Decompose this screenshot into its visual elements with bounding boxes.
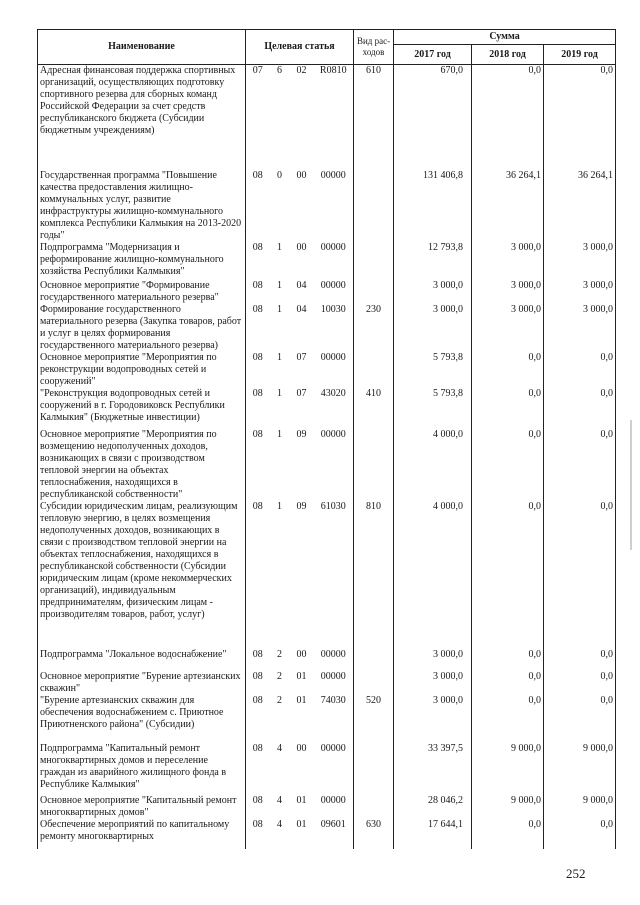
row-name: Основное мероприятие "Мероприятия по реконструкции водопроводных сетей и сооружений" — [38, 352, 246, 388]
row-sum-2019: 0,0 — [544, 671, 616, 695]
row-vid — [354, 170, 394, 242]
row-sum-2017: 5 793,8 — [394, 388, 472, 429]
row-name: Субсидии юридическим лицам, реализующим тепловую энергию, в целях возмещения недополученных доходов, возникающих в связи с производством тепловой энергии на объектах теплоснабжения, находящихся в республиканской собственности (Субсидии юридическим лицам (кроме некоммерческих организаций), индивидуальным предпринимателям, физическим лицам - производителям товаров, работ, услуг) — [38, 501, 246, 649]
row-sum-2017: 12 793,8 — [394, 242, 472, 280]
table-row — [38, 795, 616, 819]
row-code-4: 00000 — [320, 670, 346, 682]
row-code-1: 08 — [246, 388, 270, 429]
row-code-3: 01 — [296, 794, 307, 806]
row-code-4: 00000 — [320, 742, 346, 754]
row-code-1: 08 — [246, 501, 270, 649]
row-code-4: 43020 — [320, 387, 346, 399]
table-row — [38, 429, 616, 501]
row-sum-2019: 3 000,0 — [544, 280, 616, 304]
row-code-2: 2 — [277, 648, 282, 660]
row-vid — [354, 795, 394, 819]
header-2018: 2018 год — [472, 45, 544, 65]
row-code-4: 74030 — [320, 694, 346, 706]
row-sum-2017: 3 000,0 — [394, 304, 472, 352]
table-row — [38, 501, 616, 649]
row-code-1: 08 — [246, 695, 270, 743]
row-code-2: 1 — [277, 428, 282, 440]
row-sum-2018: 3 000,0 — [472, 280, 544, 304]
row-code-3: 09 — [296, 500, 307, 512]
row-code-2: 1 — [277, 351, 282, 363]
row-code-1: 08 — [246, 429, 270, 501]
row-vid: 520 — [354, 695, 394, 743]
row-sum-2017: 3 000,0 — [394, 280, 472, 304]
row-sum-2017: 670,0 — [394, 65, 472, 170]
row-vid — [354, 242, 394, 280]
table-row — [38, 352, 616, 388]
row-sum-2019: 0,0 — [544, 65, 616, 170]
row-name: Обеспечение мероприятий по капитальному ремонту многоквартирных — [38, 819, 246, 849]
row-sum-2018: 3 000,0 — [472, 242, 544, 280]
row-code-3: 07 — [296, 351, 307, 363]
row-code-4: 00000 — [320, 648, 346, 660]
row-code-4: 61030 — [320, 500, 346, 512]
row-code-4: 00000 — [320, 794, 346, 806]
row-vid — [354, 671, 394, 695]
header-name: Наименование — [38, 30, 246, 65]
row-sum-2017: 131 406,8 — [394, 170, 472, 242]
table-row — [38, 242, 616, 280]
row-code-2: 4 — [277, 818, 282, 830]
row-name: Адресная финансовая поддержка спортивных организаций, осуществляющих подготовку спортивного резерва для сборных команд Российской Федерации за счет средств республиканского бюджета (Субсидии бюджетным учреждениям) — [38, 65, 246, 170]
row-sum-2019: 9 000,0 — [544, 743, 616, 795]
scan-edge — [630, 420, 632, 550]
row-code-3: 09 — [296, 428, 307, 440]
row-code-2: 4 — [277, 742, 282, 754]
row-code-3: 00 — [296, 169, 307, 181]
header-sum: Сумма — [394, 30, 616, 45]
row-code-1: 08 — [246, 304, 270, 352]
row-code-3: 00 — [296, 241, 307, 253]
row-name: Основное мероприятие "Формирование государственного материального резерва" — [38, 280, 246, 304]
row-code-3: 07 — [296, 387, 307, 399]
row-sum-2017: 3 000,0 — [394, 649, 472, 671]
row-sum-2019: 0,0 — [544, 695, 616, 743]
row-sum-2019: 0,0 — [544, 429, 616, 501]
row-code-4: 10030 — [320, 303, 346, 315]
header-target: Целевая статья — [246, 30, 354, 65]
row-sum-2018: 9 000,0 — [472, 743, 544, 795]
row-code-3: 01 — [296, 694, 307, 706]
row-vid — [354, 743, 394, 795]
row-name: Основное мероприятие "Мероприятия по возмещению недополученных доходов, возникающих в связи с производством тепловой энергии на объектах теплоснабжения, находящихся в республиканской собственности" — [38, 429, 246, 501]
row-sum-2018: 0,0 — [472, 65, 544, 170]
table-body — [38, 65, 616, 849]
row-code-1: 08 — [246, 795, 270, 819]
row-code-4: 00000 — [320, 169, 346, 181]
row-sum-2018: 3 000,0 — [472, 304, 544, 352]
row-sum-2019: 36 264,1 — [544, 170, 616, 242]
row-code-2: 1 — [277, 303, 282, 315]
row-code-1: 08 — [246, 743, 270, 795]
row-sum-2019: 0,0 — [544, 388, 616, 429]
row-vid: 610 — [354, 65, 394, 170]
row-code-1: 08 — [246, 819, 270, 849]
row-code-3: 00 — [296, 648, 307, 660]
row-sum-2017: 4 000,0 — [394, 501, 472, 649]
row-sum-2018: 0,0 — [472, 649, 544, 671]
budget-table — [37, 29, 616, 849]
row-sum-2018: 0,0 — [472, 429, 544, 501]
row-code-1: 08 — [246, 649, 270, 671]
row-name: "Бурение артезианских скважин для обеспечения водоснабжением с. Приютное Приютненского района" (Субсидии) — [38, 695, 246, 743]
row-name: Подпрограмма "Капитальный ремонт многоквартирных домов и переселение граждан из аварийного жилищного фонда в Республике Калмыкия" — [38, 743, 246, 795]
row-code-2: 1 — [277, 279, 282, 291]
row-name: Государственная программа "Повышение качества предоставления жилищно-коммунальных услуг, развитие инфраструктуры жилищно-коммунального комплекса Республики Калмыкия на 2013-2020 годы" — [38, 170, 246, 242]
row-code-3: 04 — [296, 279, 307, 291]
row-sum-2017: 28 046,2 — [394, 795, 472, 819]
row-code-4: 09601 — [320, 818, 346, 830]
row-vid — [354, 649, 394, 671]
row-code-3: 01 — [296, 818, 307, 830]
row-vid: 230 — [354, 304, 394, 352]
row-sum-2018: 0,0 — [472, 671, 544, 695]
table-row — [38, 280, 616, 304]
header-2019: 2019 год — [544, 45, 616, 65]
row-code-3: 01 — [296, 670, 307, 682]
table-row — [38, 819, 616, 849]
table-row — [38, 304, 616, 352]
row-name: Подпрограмма "Локальное водоснабжение" — [38, 649, 246, 671]
row-sum-2018: 36 264,1 — [472, 170, 544, 242]
row-code-3: 00 — [296, 742, 307, 754]
row-sum-2017: 4 000,0 — [394, 429, 472, 501]
table-row — [38, 388, 616, 429]
table-row — [38, 65, 616, 170]
row-code-3: 04 — [296, 303, 307, 315]
row-code-2: 2 — [277, 694, 282, 706]
row-code-2: 6 — [277, 65, 282, 76]
header-vid: Вид рас-ходов — [354, 30, 394, 65]
row-name: Основное мероприятие "Капитальный ремонт многоквартирных домов" — [38, 795, 246, 819]
row-code-2: 1 — [277, 500, 282, 512]
row-name: Подпрограмма "Модернизация и реформирование жилищно-коммунального хозяйства Республики Калмыкия" — [38, 242, 246, 280]
table-row — [38, 743, 616, 795]
row-sum-2019: 0,0 — [544, 819, 616, 849]
row-sum-2017: 3 000,0 — [394, 671, 472, 695]
row-name: Основное мероприятие "Бурение артезианских скважин" — [38, 671, 246, 695]
row-sum-2019: 0,0 — [544, 649, 616, 671]
table-header — [38, 30, 616, 65]
row-sum-2018: 0,0 — [472, 695, 544, 743]
row-code-2: 1 — [277, 387, 282, 399]
row-vid — [354, 429, 394, 501]
row-sum-2017: 5 793,8 — [394, 352, 472, 388]
row-name: Формирование государственного материального резерва (Закупка товаров, работ и услуг в целях формирования государственного материального резерва) — [38, 304, 246, 352]
row-code-1: 08 — [246, 170, 270, 242]
row-sum-2018: 9 000,0 — [472, 795, 544, 819]
row-sum-2019: 3 000,0 — [544, 304, 616, 352]
row-sum-2018: 0,0 — [472, 388, 544, 429]
row-sum-2018: 0,0 — [472, 819, 544, 849]
row-sum-2019: 0,0 — [544, 501, 616, 649]
row-sum-2017: 3 000,0 — [394, 695, 472, 743]
row-code-4: R0810 — [319, 65, 347, 76]
table-row — [38, 170, 616, 242]
row-code-1: 07 — [246, 65, 270, 170]
row-sum-2017: 17 644,1 — [394, 819, 472, 849]
row-sum-2018: 0,0 — [472, 352, 544, 388]
row-vid: 630 — [354, 819, 394, 849]
row-code-1: 08 — [246, 242, 270, 280]
row-code-4: 00000 — [320, 241, 346, 253]
row-sum-2019: 0,0 — [544, 352, 616, 388]
table-row — [38, 671, 616, 695]
page-number: 252 — [566, 866, 586, 881]
row-code-2: 1 — [277, 241, 282, 253]
table-row — [38, 695, 616, 743]
row-sum-2019: 9 000,0 — [544, 795, 616, 819]
row-sum-2019: 3 000,0 — [544, 242, 616, 280]
row-code-1: 08 — [246, 671, 270, 695]
row-vid — [354, 352, 394, 388]
row-code-1: 08 — [246, 352, 270, 388]
row-vid: 810 — [354, 501, 394, 649]
row-code-4: 00000 — [320, 351, 346, 363]
row-vid — [354, 280, 394, 304]
row-code-2: 2 — [277, 670, 282, 682]
table-row — [38, 649, 616, 671]
row-code-2: 0 — [277, 169, 282, 181]
row-sum-2018: 0,0 — [472, 501, 544, 649]
row-vid: 410 — [354, 388, 394, 429]
row-code-3: 02 — [296, 65, 307, 76]
row-code-4: 00000 — [320, 279, 346, 291]
header-2017: 2017 год — [394, 45, 472, 65]
row-sum-2017: 33 397,5 — [394, 743, 472, 795]
row-name: "Реконструкция водопроводных сетей и сооружений в г. Городовиковск Республики Калмыкия" (Бюджетные инвестиции) — [38, 388, 246, 429]
row-code-2: 4 — [277, 794, 282, 806]
row-code-4: 00000 — [320, 428, 346, 440]
row-code-1: 08 — [246, 280, 270, 304]
